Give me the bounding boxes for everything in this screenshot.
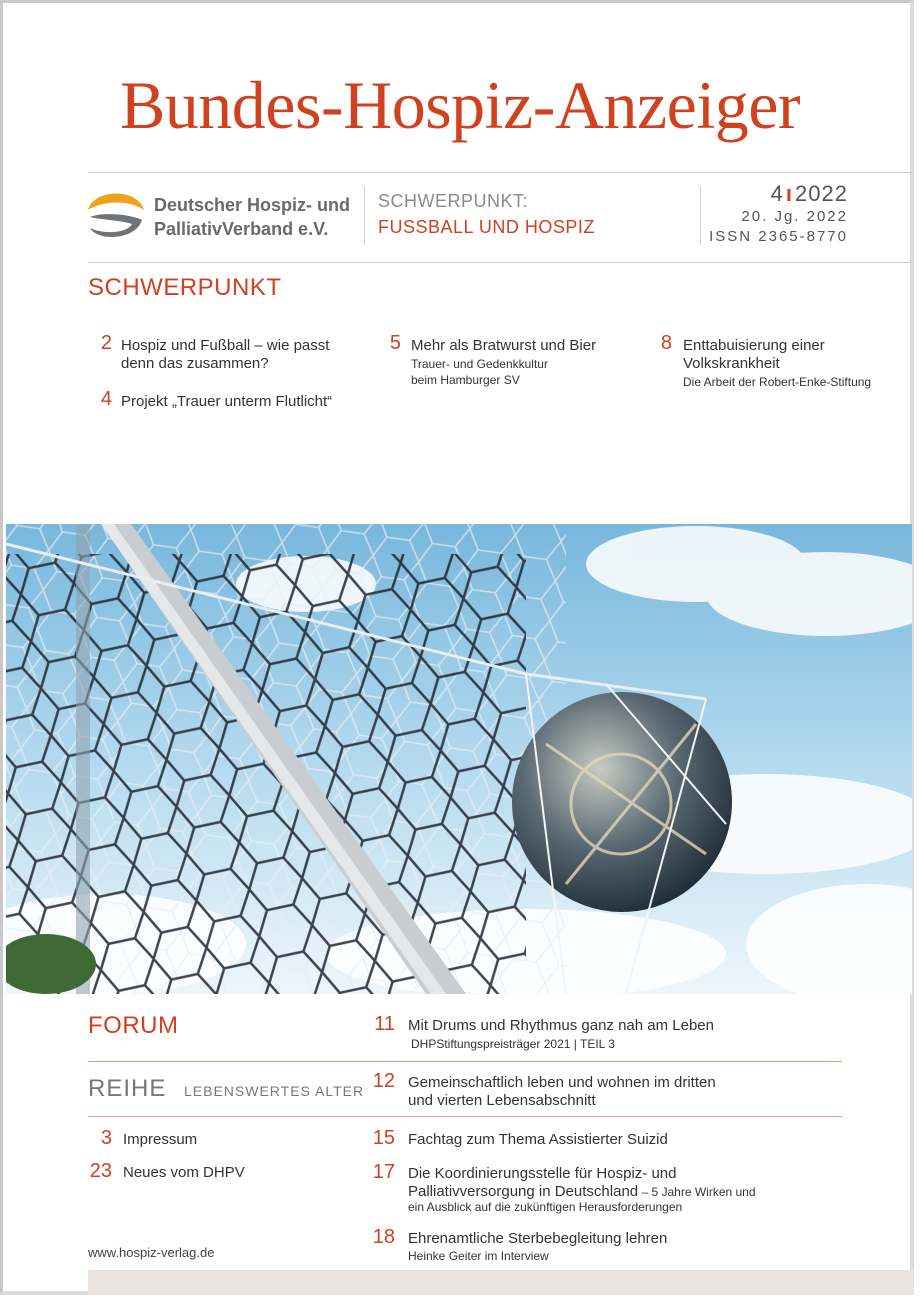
issue-info xyxy=(709,181,848,247)
cover-photo xyxy=(6,524,912,994)
header-divider-2 xyxy=(700,186,701,244)
issue-volume: 20. Jg. 2022 xyxy=(741,208,848,225)
schwerpunkt-heading: SCHWERPUNKT xyxy=(88,274,282,301)
header-divider-1 xyxy=(364,186,365,244)
focus-label: SCHWERPUNKT: xyxy=(378,191,529,211)
issue-number: 4ı2022 xyxy=(770,181,848,206)
publisher-line1: Deutscher Hospiz- und xyxy=(154,195,351,215)
publisher-line2: PalliativVerband e.V. xyxy=(154,219,329,239)
section-rule-2 xyxy=(88,1116,842,1117)
header-rule-bottom xyxy=(88,262,914,263)
publisher-url[interactable]: www.hospiz-verlag.de xyxy=(88,1245,215,1260)
forum-heading: FORUM xyxy=(88,1012,179,1039)
publisher-name xyxy=(154,193,350,241)
section-rule-1 xyxy=(88,1061,842,1062)
issue-issn: ISSN 2365-8770 xyxy=(709,228,848,245)
focus-title: FUSSBALL UND HOSPIZ xyxy=(378,217,595,237)
footer-band xyxy=(88,1270,914,1295)
reihe-subtitle: LEBENSWERTES ALTER xyxy=(184,1083,365,1099)
magazine-title: Bundes-Hospiz-Anzeiger xyxy=(119,67,801,143)
header-rule-top xyxy=(88,172,914,173)
dhpv-logo-icon xyxy=(86,184,146,244)
reihe-heading: REIHE xyxy=(88,1075,167,1102)
